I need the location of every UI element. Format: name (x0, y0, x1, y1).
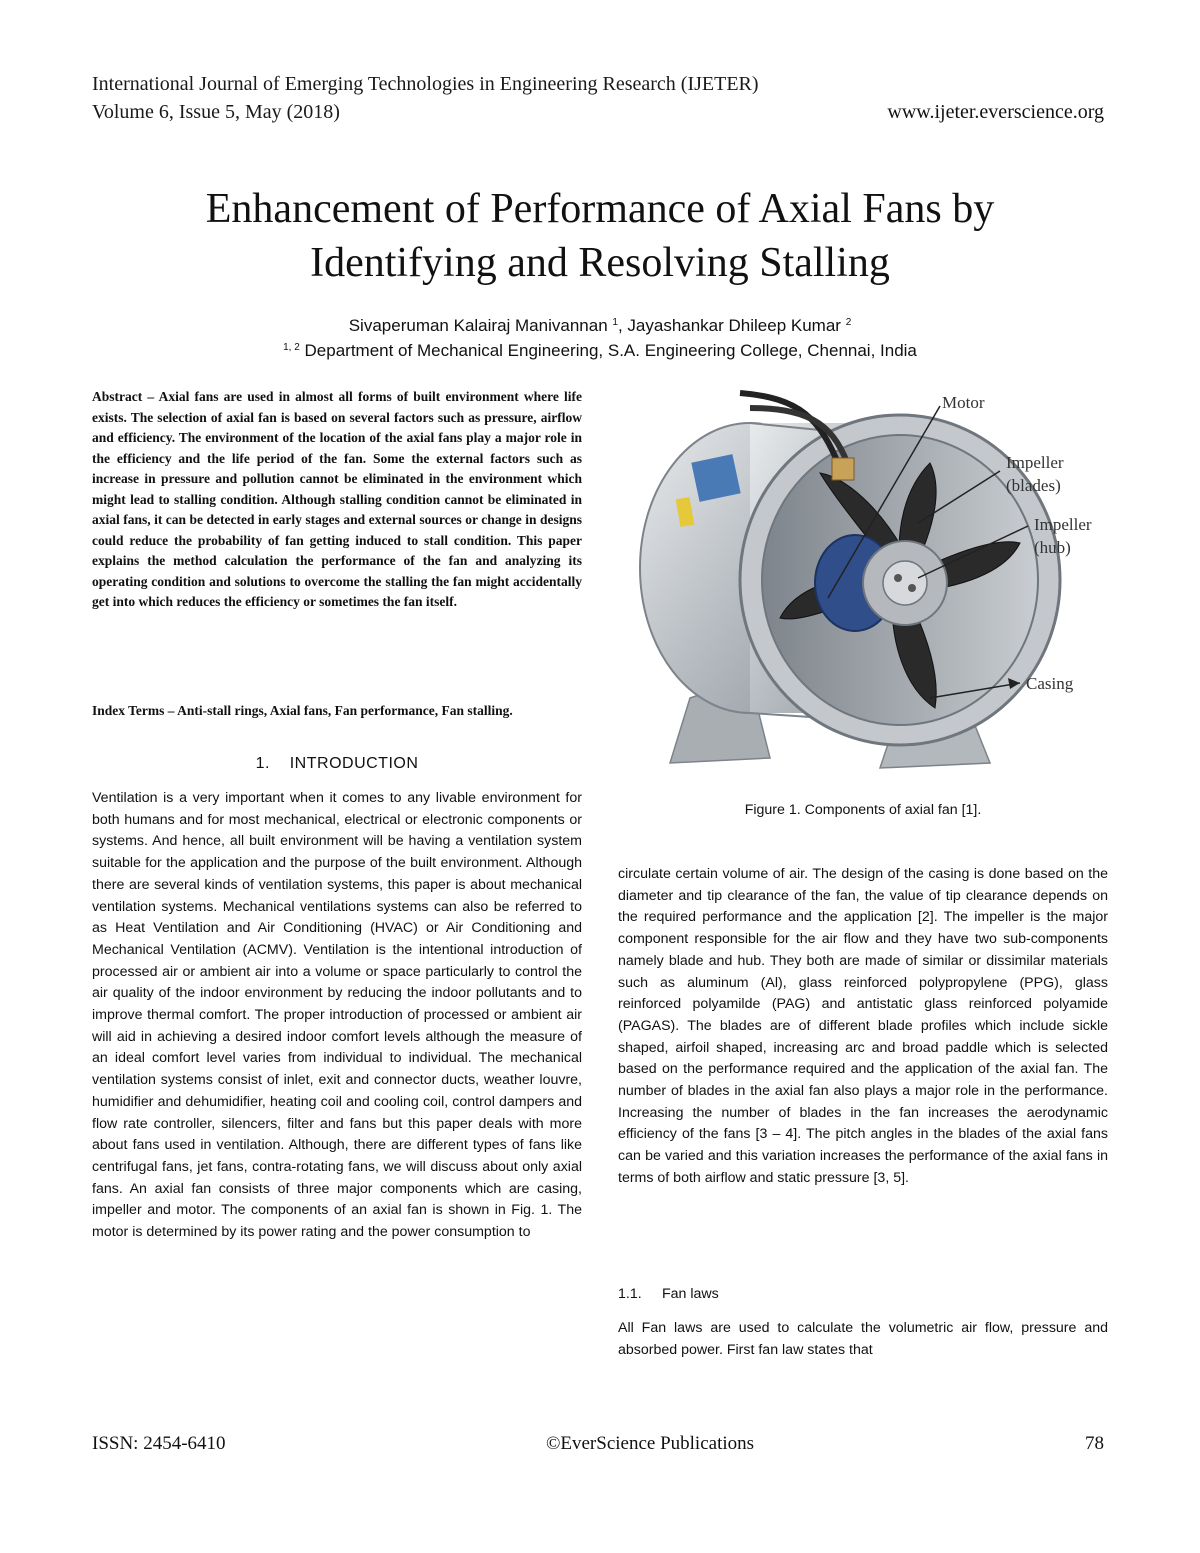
author-2: Jayashankar Dhileep Kumar (627, 316, 841, 335)
author-1-sup: 1 (612, 317, 618, 328)
journal-volume: Volume 6, Issue 5, May (2018) (92, 101, 340, 123)
title-line-1: Enhancement of Performance of Axial Fans by (205, 186, 995, 232)
figure-label-blades-1: Impeller (1006, 453, 1064, 472)
figure-axial-fan (600, 378, 1120, 788)
fan-laws-text: All Fan laws are used to calculate the volumetric air flow, pressure and absorbed power. First fan law states that (618, 1320, 1108, 1358)
affiliation-text: Department of Mechanical Engineering, S.A. Engineering College, Chennai, India (304, 341, 917, 360)
figure-caption: Figure 1. Components of axial fan [1]. (744, 802, 982, 818)
index-terms: Index Terms – Anti-stall rings, Axial fans, Fan performance, Fan stalling. (92, 703, 513, 718)
footer-publisher (0, 1432, 1200, 1456)
footer-page-number: 78 (1085, 1433, 1104, 1454)
figure-label-casing: Casing (1026, 674, 1074, 693)
subsection-number: 1.1. (618, 1286, 642, 1302)
subsection-heading-fan-laws (618, 1284, 719, 1304)
figure-label-hub-1: Impeller (1034, 515, 1092, 534)
abstract: Abstract – Axial fans are used in almost all forms of built environment where life exists. The selection of axial fan is based on several factors such as pressure, airflow and efficiency. The environment of the location of the axial fans play a major role in the efficiency and the life period of the fan. Some the external factors such as increase in pressure and pollution cannot be eliminated in the environment which might lead to stalling condition. Although stalling condition cannot be eliminated in axial fans, it can be detected in early stages and external sources or change in designs could reduce the probability of fan getting induced to stall condition. This paper explains the method calculation the performance of the fan and analyzing its operating condition and solutions to overcome the stalling the fan might accidentally get into which reduces the efficiency or sometimes the fan itself. (92, 389, 582, 609)
section-heading-introduction: 1. INTRODUCTION (255, 755, 419, 772)
right-column-text: circulate certain volume of air. The design of the casing is done based on the diameter and tip clearance of the fan, the value of tip clearance depends on the required performance and the application [2]. The impeller is the major component responsible for the air flow and they have two sub-components namely blade and hub. They both are made of similar or dissimilar materials such as aluminum (Al), glass reinforced polypropylene (PPG), glass reinforced polyamilde (PAG) and antistatic glass reinforced polyamide (PAGAS). The blades are of different blade profiles which include sickle shaped, airfoil shaped, increasing arc and broad paddle which is selected based on the performance required and the application of the axial fan. The number of blades in the axial fan also plays a major role in the performance. Increasing the number of blades in the fan increases the aerodynamic efficiency of the fans [3 – 4]. The pitch angles in the blades of the axial fans can be varied and this variation increases the performance of the axial fans in terms of both airflow and static pressure [3, 5]. (618, 866, 1108, 1186)
author-2-sup: 2 (845, 317, 852, 328)
affiliation (60, 337, 1140, 362)
paper-title (60, 182, 1140, 290)
author-separator: , (617, 316, 628, 335)
affiliation-sup: 1, 2 (283, 342, 300, 353)
introduction-text: Ventilation is a very important when it comes to any livable environment for both humans and for most mechanical, electrical or electronic components or systems. And hence, all built environment will be having a ventilation system suitable for the application and the purpose of the built environment. Although there are several kinds of ventilation systems, this paper is about mechanical ventilation systems. Mechanical ventilations systems can also be referred to as Heat Ventilation and Air Conditioning (HVAC) or Air Conditioning and Mechanical Ventilation (ACMV). Ventilation is the intentional introduction of processed air or ambient air into a volume or space particularly to control the air quality of the indoor environment by reducing the indoor pollutants and to improve thermal comfort. The proper introduction of processed or ambient air will aid in achieving a desired indoor comfort levels although the measure of an ideal comfort level varies from individual to individual. The mechanical ventilation systems consist of inlet, exit and connector ducts, weather louvre, humidifier and dehumidifier, heating coil and cooling coil, control dampers and flow rate controller, silencers, filter and fans but this paper deals with more about fans used in ventilation. Although, there are different types of fans like centrifugal fans, jet fans, contra-rotating fans, we will discuss about only axial fans. An axial fan consists of three major components which are casing, impeller and motor. The components of an axial fan is shown in Fig. 1. The motor is determined by its power rating and the power consumption to (92, 790, 582, 1241)
subsection-title: Fan laws (662, 1286, 719, 1302)
journal-name: International Journal of Emerging Technologies in Engineering Research (IJETER) (92, 73, 759, 95)
author-1: Sivaperuman Kalairaj Manivannan (348, 316, 608, 335)
footer-publisher-text: ©EverScience Publications (545, 1433, 755, 1454)
figure-label-hub-2: (hub) (1034, 538, 1071, 557)
axial-fan-illustration (600, 378, 1120, 788)
figure-label-blades-2: (blades) (1006, 476, 1061, 495)
title-line-2: Identifying and Resolving Stalling (310, 240, 890, 286)
footer-issn: ISSN: 2454-6410 (92, 1433, 226, 1454)
figure-label-motor: Motor (942, 393, 985, 412)
authors (60, 312, 1140, 337)
journal-website: www.ijeter.everscience.org (887, 101, 1104, 123)
